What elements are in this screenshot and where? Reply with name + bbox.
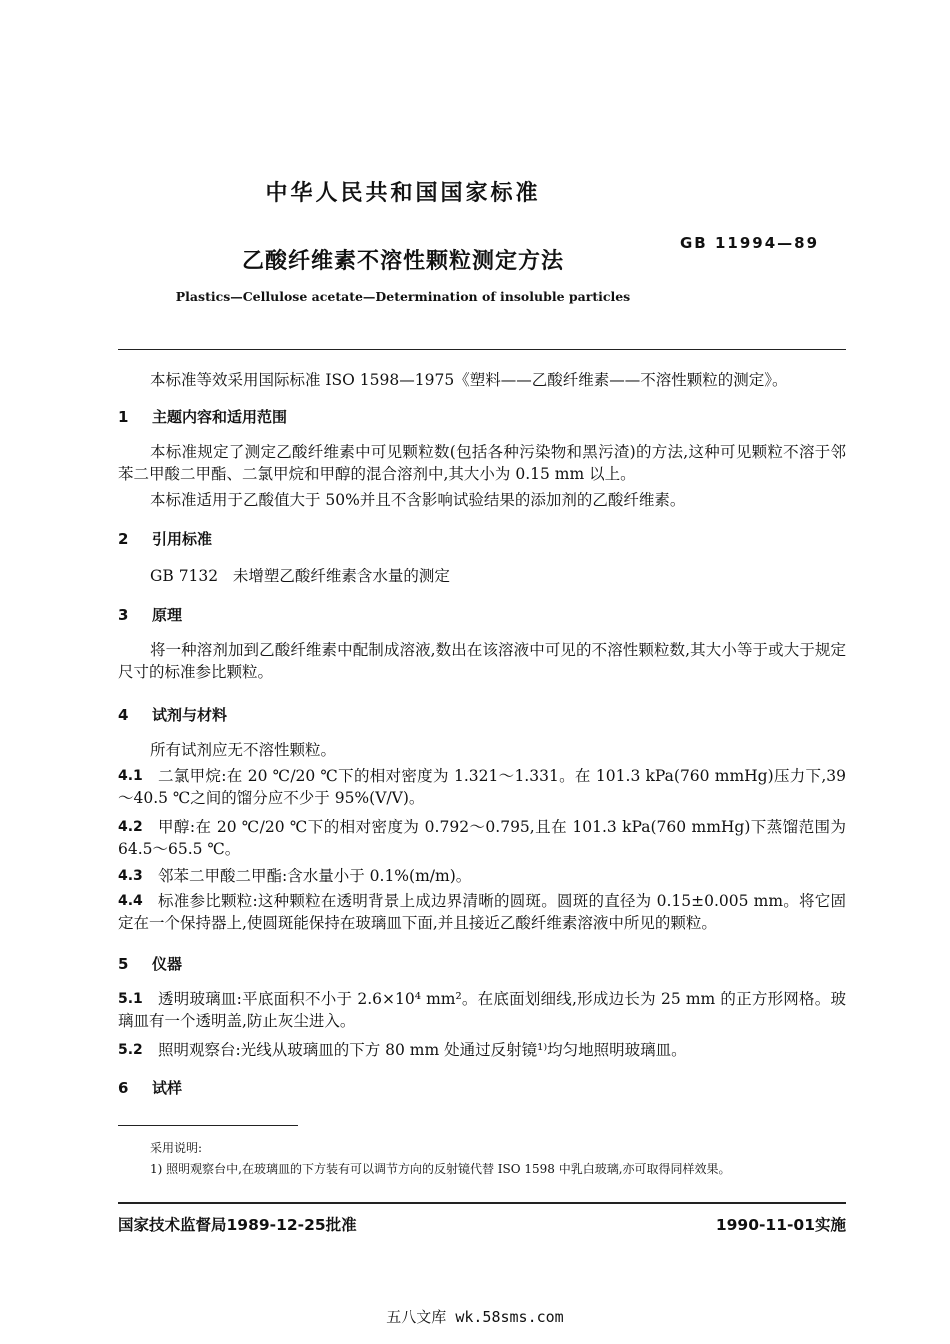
section-6-heading — [118, 1077, 182, 1098]
national-standard-heading: 中华人民共和国国家标准 — [265, 181, 541, 206]
section-number: 6 — [118, 1079, 129, 1097]
item-4-3-text: 邻苯二甲酸二甲酯:含水量小于 0.1%(m/m)。 — [158, 867, 472, 885]
section-number: 4 — [118, 706, 129, 724]
section-title: 主题内容和适用范围 — [152, 408, 288, 426]
item-5-2-number: 5.2 — [118, 1042, 143, 1058]
section-title: 仪器 — [152, 955, 183, 973]
item-5-1-text: 透明玻璃皿:平底面积不小于 2.6×10⁴ mm²。在底面划细线,形成边长为 25 mm 的正方形网格。玻璃皿有一个透明盖,防止灰尘进入。 — [118, 990, 846, 1030]
section-2-heading — [118, 528, 212, 549]
section-4-heading — [118, 704, 227, 725]
item-4-4-number: 4.4 — [118, 893, 143, 909]
section-number: 2 — [118, 530, 129, 548]
document-title-en: Plastics—Cellulose acetate—Determination of insoluble particles — [175, 289, 631, 304]
item-4-1-text: 二氯甲烷:在 20 ℃/20 ℃下的相对密度为 1.321～1.331。在 101.3 kPa(760 mmHg)压力下,39～40.5 ℃之间的馏分应不少于 95%(V/V)。 — [118, 767, 846, 807]
section-3-heading — [118, 604, 182, 625]
section-4-intro: 所有试剂应无不溶性颗粒。 — [150, 741, 337, 759]
intro-paragraph: 本标准等效采用国际标准 ISO 1598—1975《塑料——乙酸纤维素——不溶性颗粒的测定》。 — [150, 371, 788, 389]
watermark: 五八文库 wk.58sms.com — [386, 1308, 564, 1326]
item-5-1-number: 5.1 — [118, 991, 143, 1007]
section-1-paragraph-2: 本标准适用于乙酸值大于 50%并且不含影响试验结果的添加剂的乙酸纤维素。 — [150, 491, 686, 509]
approval-date: 国家技术监督局1989-12-25批准 — [118, 1216, 357, 1234]
footer-divider — [118, 1202, 846, 1204]
section-number: 1 — [118, 408, 129, 426]
section-title: 引用标准 — [152, 530, 213, 548]
header-divider — [118, 349, 846, 350]
item-4-2-text: 甲醇:在 20 ℃/20 ℃下的相对密度为 0.792～0.795,且在 101.3 kPa(760 mmHg)下蒸馏范围为 64.5～65.5 ℃。 — [118, 818, 846, 858]
footnote-heading: 采用说明: — [150, 1141, 203, 1155]
section-1-paragraph-1: 本标准规定了测定乙酸纤维素中可见颗粒数(包括各种污染物和黑污渣)的方法,这种可见颗粒不溶于邻苯二甲酸二甲酯、二氯甲烷和甲醇的混合溶剂中,其大小为 0.15 mm 以上。 — [118, 443, 846, 483]
reference-standard: GB 7132 未增塑乙酸纤维素含水量的测定 — [150, 567, 450, 585]
section-5-heading — [118, 953, 182, 974]
section-1-heading — [118, 406, 287, 427]
footnote-divider — [118, 1125, 298, 1126]
section-3-paragraph: 将一种溶剂加到乙酸纤维素中配制成溶液,数出在该溶液中可见的不溶性颗粒数,其大小等于或大于规定尺寸的标准参比颗粒。 — [118, 641, 846, 681]
section-title: 原理 — [152, 606, 183, 624]
item-4-1-number: 4.1 — [118, 768, 143, 784]
item-4-4-text: 标准参比颗粒:这种颗粒在透明背景上成边界清晰的圆斑。圆斑的直径为 0.15±0.005 mm。将它固定在一个保持器上,使圆斑能保持在玻璃皿下面,并且接近乙酸纤维素溶液中所见的颗粒。 — [118, 892, 846, 932]
section-title: 试样 — [152, 1079, 183, 1097]
effective-date: 1990-11-01实施 — [715, 1216, 846, 1234]
footnote-1: 1) 照明观察台中,在玻璃皿的下方装有可以调节方向的反射镜代替 ISO 1598 中乳白玻璃,亦可取得同样效果。 — [150, 1162, 731, 1176]
section-number: 5 — [118, 955, 129, 973]
item-4-2-number: 4.2 — [118, 819, 143, 835]
standard-number: GB 11994—89 — [680, 234, 820, 252]
item-4-3-number: 4.3 — [118, 868, 143, 884]
section-title: 试剂与材料 — [152, 706, 228, 724]
section-number: 3 — [118, 606, 129, 624]
document-title-cn: 乙酸纤维素不溶性颗粒测定方法 — [241, 249, 564, 274]
item-5-2-text: 照明观察台:光线从玻璃皿的下方 80 mm 处通过反射镜¹⁾均匀地照明玻璃皿。 — [158, 1041, 687, 1059]
